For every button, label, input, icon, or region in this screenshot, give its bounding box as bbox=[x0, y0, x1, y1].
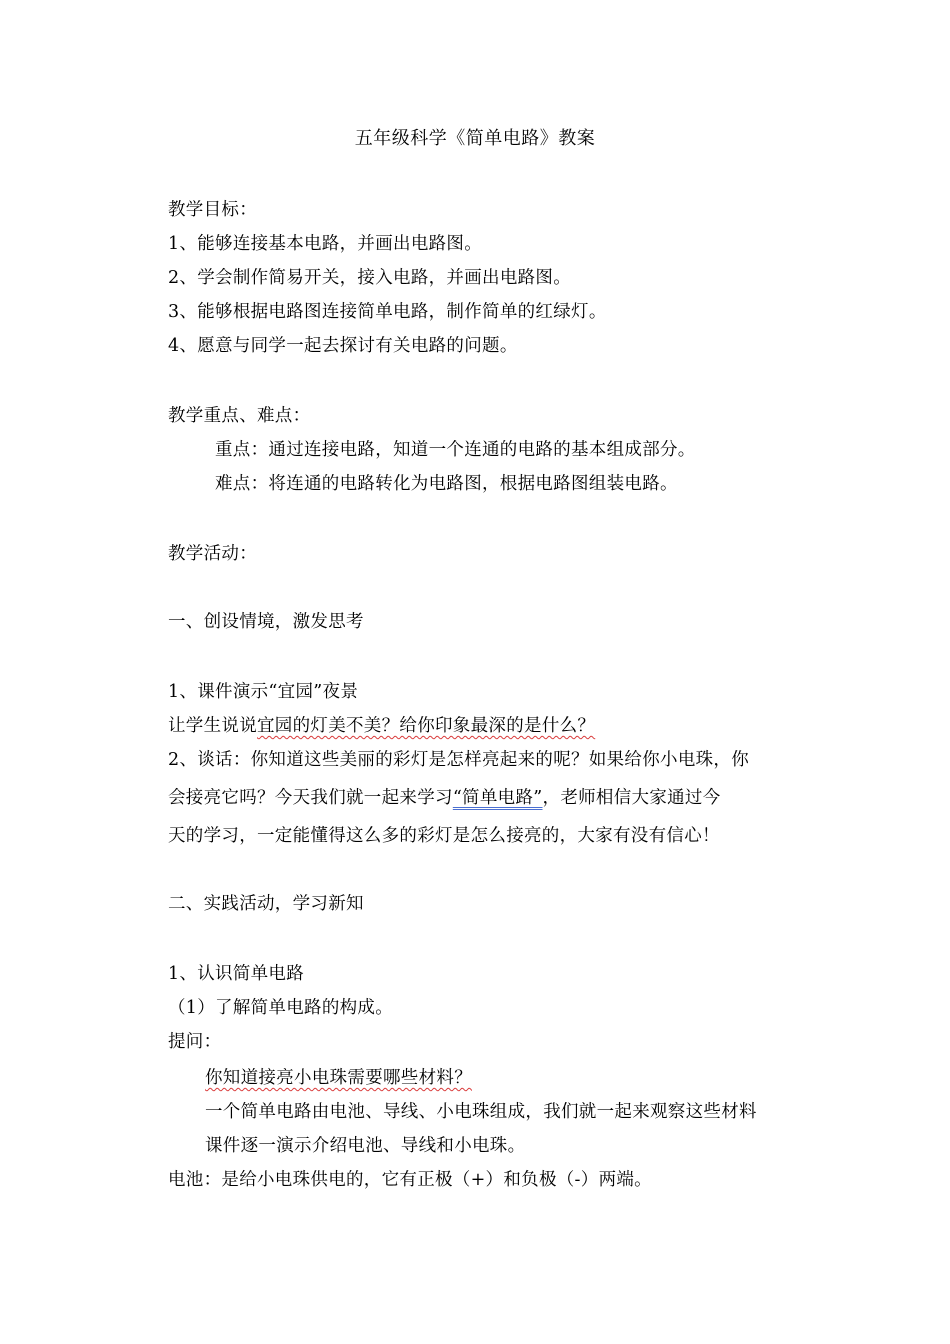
explain-line-1: 一个简单电路由电池、导线、小电珠组成，我们就一起来观察这些材料 bbox=[205, 1102, 757, 1122]
objectives-heading: 教学目标： bbox=[168, 200, 257, 220]
objective-item-4: 4、愿意与同学一起去探讨有关电路的问题。 bbox=[168, 336, 518, 356]
section2-heading: 二、实践活动，学习新知 bbox=[168, 894, 364, 914]
section1-heading: 一、创设情境，激发思考 bbox=[168, 612, 364, 632]
ask-question-text: 你知道接亮小电珠需要哪些材料？ bbox=[205, 1068, 472, 1088]
talk-line-3: 天的学习，一定能懂得这么多的彩灯是怎么接亮的，大家有没有信心！ bbox=[168, 826, 720, 846]
battery-line: 电池：是给小电珠供电的，它有正极（+）和负极（-）两端。 bbox=[168, 1170, 652, 1190]
question-marked-text: 宜园的灯美不美？给你印象最深的是什么？ bbox=[257, 716, 596, 736]
section1-item1: 1、课件演示“宜园”夜景 bbox=[168, 682, 359, 702]
activities-heading: 教学活动： bbox=[168, 544, 257, 564]
objective-item-2: 2、学会制作简易开关，接入电路，并画出电路图。 bbox=[168, 268, 572, 288]
talk-line-2-marked: “简单电路” bbox=[452, 788, 543, 808]
question-prefix: 让学生说说 bbox=[168, 716, 257, 736]
ask-label: 提问： bbox=[168, 1032, 222, 1052]
section1-question bbox=[168, 712, 595, 737]
objective-item-3: 3、能够根据电路图连接简单电路，制作简单的红绿灯。 bbox=[168, 302, 607, 322]
keypoints-focus: 重点：通过连接电路，知道一个连通的电路的基本组成部分。 bbox=[215, 440, 696, 460]
talk-line-2-end: ，老师相信大家通过今 bbox=[542, 788, 721, 808]
keypoints-difficulty: 难点：将连通的电路转化为电路图，根据电路图组装电路。 bbox=[215, 474, 678, 494]
section2-sub1: （1）了解简单电路的构成。 bbox=[168, 998, 394, 1018]
talk-line-2-start: 会接亮它吗？今天我们就一起来学习 bbox=[168, 788, 453, 808]
ask-question bbox=[205, 1064, 472, 1089]
document-title: 五年级科学《简单电路》教案 bbox=[354, 128, 596, 149]
objective-item-1: 1、能够连接基本电路，并画出电路图。 bbox=[168, 234, 483, 254]
talk-line-2 bbox=[168, 784, 721, 809]
talk-line-1: 2、谈话：你知道这些美丽的彩灯是怎样亮起来的呢？如果给你小电珠，你 bbox=[168, 750, 750, 770]
section2-item1: 1、认识简单电路 bbox=[168, 964, 305, 984]
explain-line-2: 课件逐一演示介绍电池、导线和小电珠。 bbox=[205, 1136, 526, 1156]
keypoints-heading: 教学重点、难点： bbox=[168, 406, 311, 426]
